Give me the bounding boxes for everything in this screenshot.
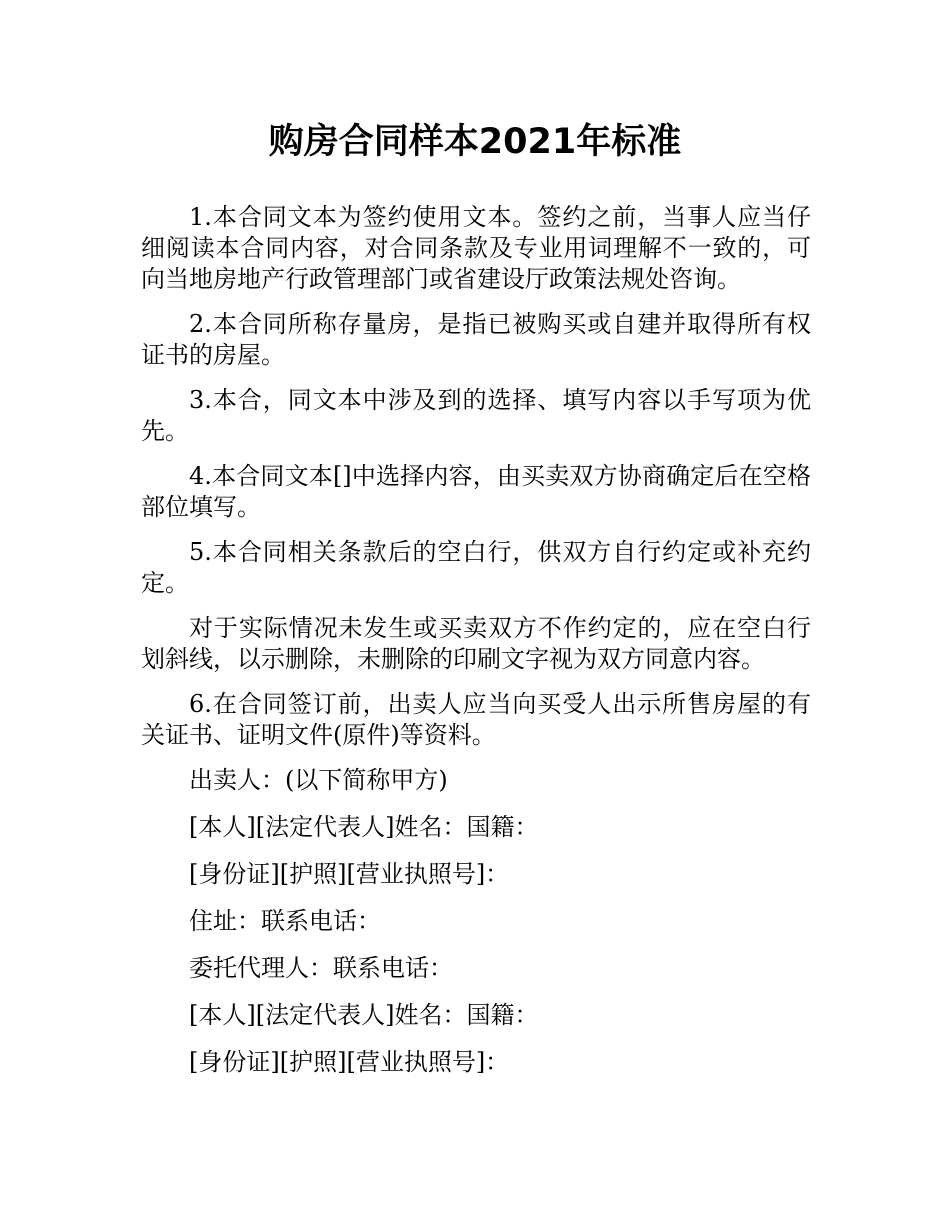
paragraph-notice-2: 2.本合同所称存量房，是指已被购买或自建并取得所有权证书的房屋。: [141, 310, 811, 369]
seller-address-phone-field: 住址：联系电话：: [189, 907, 381, 935]
paragraph-notice-5-note: 对于实际情况未发生或买卖双方不作约定的，应在空白行划斜线，以示删除，未删除的印刷文字视为双方同意内容。: [141, 614, 811, 673]
paragraph-notice-5: 5.本合同相关条款后的空白行，供双方自行约定或补充约定。: [141, 538, 811, 597]
document-body: [141, 202, 811, 1094]
agent-phone-field: 委托代理人：联系电话：: [189, 954, 453, 982]
paragraph-notice-6: 6.在合同签订前，出卖人应当向买受人出示所售房屋的有关证书、证明文件(原件)等资料。: [141, 690, 811, 749]
paragraph-notice-1: 1.本合同文本为签约使用文本。签约之前，当事人应当仔细阅读本合同内容，对合同条款及专业用词理解不一致的，可向当地房地产行政管理部门或省建设厅政策法规处咨询。: [141, 203, 811, 293]
paragraph-notice-3: 3.本合，同文本中涉及到的选择、填写内容以手写项为优先。: [141, 386, 811, 445]
document-title: 购房合同样本2021年标准: [268, 122, 682, 162]
seller-heading: 出卖人：(以下简称甲方): [189, 766, 448, 794]
seller-id-number-field: [身份证][护照][营业执照号]：: [189, 860, 510, 888]
seller-name-nationality-field: [本人][法定代表人]姓名：国籍：: [189, 813, 539, 841]
agent-id-number-field: [身份证][护照][营业执照号]：: [189, 1048, 510, 1076]
agent-name-nationality-field: [本人][法定代表人]姓名：国籍：: [189, 1001, 539, 1029]
paragraph-notice-4: 4.本合同文本[]中选择内容，由买卖双方协商确定后在空格部位填写。: [141, 462, 811, 521]
